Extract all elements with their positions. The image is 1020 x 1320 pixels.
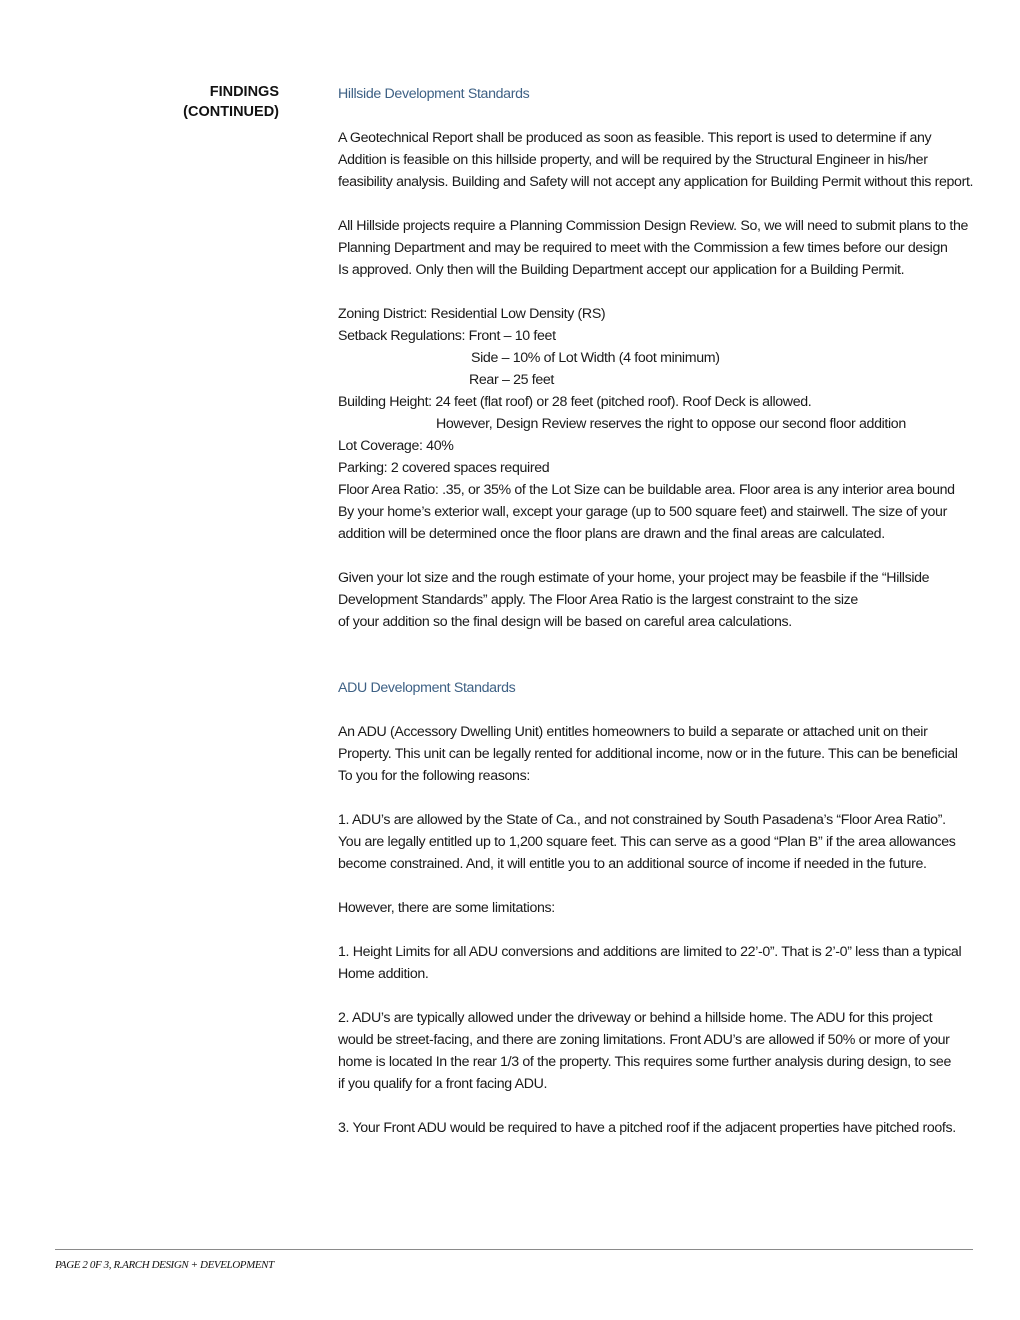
- page-footer: PAGE 2 0F 3, R.ARCH DESIGN + DEVELOPMENT: [55, 1259, 274, 1271]
- text-line: Addition is feasible on this hillside property, and will be required by the Structural Engineer in his/her: [338, 152, 928, 168]
- hillside-paragraph-3: [338, 567, 1003, 633]
- adu-heading: ADU Development Standards: [338, 680, 516, 696]
- adu-limit-1: [338, 941, 1003, 985]
- text-line: Home addition.: [338, 966, 429, 982]
- adu-intro: [338, 721, 1003, 787]
- text-line: Development Standards” apply. The Floor Area Ratio is the largest constraint to the size: [338, 592, 858, 608]
- text-line: would be street-facing, and there are zoning limitations. Front ADU’s are allowed if 50% or more of your: [338, 1032, 950, 1048]
- adu-limitations-intro: However, there are some limitations:: [338, 900, 555, 916]
- text-line: By your home’s exterior wall, except your garage (up to 500 square feet) and stairwell. The size of your: [338, 504, 947, 520]
- text-line: addition will be determined once the floor plans are drawn and the final areas are calculated.: [338, 526, 885, 542]
- text-line: Planning Department and may be required to meet with the Commission a few times before our design: [338, 240, 948, 256]
- text-line: 1. ADU’s are allowed by the State of Ca., and not constrained by South Pasadena’s “Floor Area Ratio”.: [338, 812, 946, 828]
- adu-limit-3: [338, 1117, 1003, 1139]
- text-line: home is located In the rear 1/3 of the property. This requires some further analysis during design, to see: [338, 1054, 951, 1070]
- text-line: All Hillside projects require a Planning Commission Design Review. So, we will need to submit plans to the: [338, 218, 969, 234]
- adu-reason-1: [338, 809, 1003, 875]
- section-label-line2: (CONTINUED): [183, 104, 279, 120]
- findings-content: [338, 83, 1003, 1139]
- text-line: 3. Your Front ADU would be required to have a pitched roof if the adjacent properties have pitched roofs.: [338, 1120, 956, 1136]
- text-line: An ADU (Accessory Dwelling Unit) entitles homeowners to build a separate or attached unit on their: [338, 724, 928, 740]
- text-line: of your addition so the final design will be based on careful area calculations.: [338, 614, 792, 630]
- setback-side: Side – 10% of Lot Width (4 foot minimum): [471, 350, 720, 366]
- text-line: You are legally entitled up to 1,200 square feet. This can serve as a good “Plan B” if the area allowances: [338, 834, 956, 850]
- footer-divider: [55, 1249, 973, 1250]
- text-line: if you qualify for a front facing ADU.: [338, 1076, 548, 1092]
- setback-rear: Rear – 25 feet: [469, 372, 555, 388]
- floor-area-ratio: Floor Area Ratio: .35, or 35% of the Lot Size can be buildable area. Floor area is any interior area bound: [338, 482, 955, 498]
- building-height-note: However, Design Review reserves the right to oppose our second floor addition: [436, 416, 906, 432]
- building-height: Building Height: 24 feet (flat roof) or 28 feet (pitched roof). Roof Deck is allowed.: [338, 394, 812, 410]
- text-line: A Geotechnical Report shall be produced as soon as feasible. This report is used to determine if any: [338, 130, 932, 146]
- text-line: feasibility analysis. Building and Safety will not accept any application for Building Permit without this report.: [338, 174, 974, 190]
- text-line: To you for the following reasons:: [338, 768, 530, 784]
- parking: Parking: 2 covered spaces required: [338, 460, 550, 476]
- zoning-district: Zoning District: Residential Low Density (RS): [338, 306, 606, 322]
- text-line: become constrained. And, it will entitle you to an additional source of income if needed in the future.: [338, 856, 927, 872]
- text-line: Property. This unit can be legally rented for additional income, now or in the future. This can be beneficial: [338, 746, 958, 762]
- section-label: [150, 82, 279, 122]
- adu-limit-2: [338, 1007, 1003, 1095]
- hillside-heading: Hillside Development Standards: [338, 86, 530, 102]
- hillside-paragraph-2: [338, 215, 1003, 281]
- text-line: Given your lot size and the rough estimate of your home, your project may be feasbile if the “Hillside: [338, 570, 930, 586]
- text-line: 2. ADU’s are typically allowed under the driveway or behind a hillside home. The ADU for this project: [338, 1010, 933, 1026]
- lot-coverage: Lot Coverage: 40%: [338, 438, 454, 454]
- hillside-paragraph-1: [338, 127, 1003, 193]
- text-line: Is approved. Only then will the Building Department accept our application for a Building Permit.: [338, 262, 905, 278]
- zoning-block: [338, 303, 1003, 545]
- text-line: 1. Height Limits for all ADU conversions and additions are limited to 22’-0”. That is 2’-0” less than a typical: [338, 944, 962, 960]
- section-label-line1: FINDINGS: [209, 84, 279, 100]
- setback-front: Setback Regulations: Front – 10 feet: [338, 328, 556, 344]
